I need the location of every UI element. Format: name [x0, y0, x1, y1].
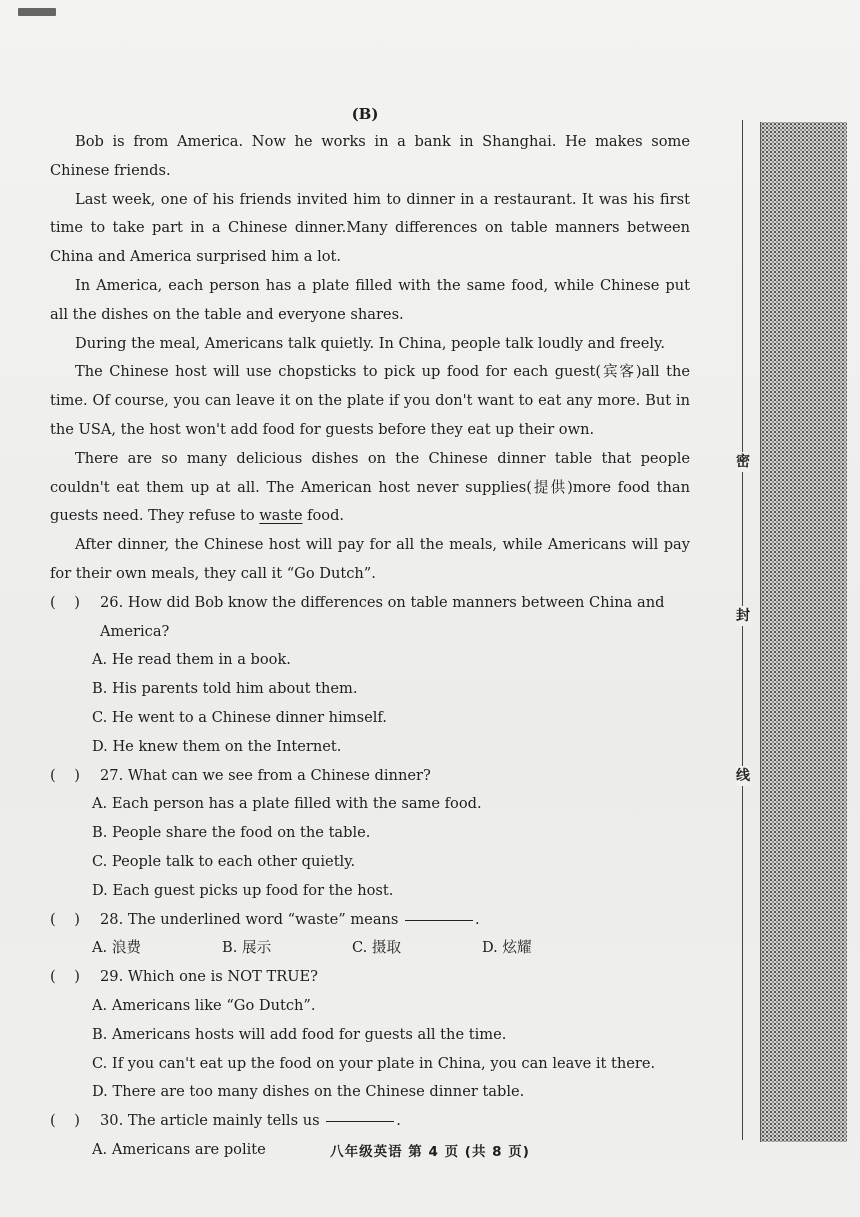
passage-paragraph-5: The Chinese host will use chopsticks to pick up food for each guest(宾客)all the time. Of course, you can leave it on the plate if you don't want to eat any more. But in the USA, the host won't add food for guests before they eat up their own.	[50, 363, 690, 438]
page-footer: 八年级英语 第 4 页 (共 8 页)	[330, 1144, 530, 1160]
underlined-word: waste	[259, 507, 303, 525]
option-b: B. His parents told him about them.	[92, 680, 358, 698]
question-28	[50, 906, 690, 964]
option-a: A. Americans like “Go Dutch”.	[92, 996, 316, 1014]
paragraph-6-text: There are so many delicious dishes on the Chinese dinner table that people couldn't eat them up at all. The American host never supplies(提供)more food than guests need. They refuse to	[50, 449, 690, 525]
option-d: D. He knew them on the Internet.	[92, 737, 342, 755]
answer-bracket[interactable]: ( )	[50, 1112, 80, 1130]
answer-bracket[interactable]: ( )	[50, 593, 80, 611]
binding-label-feng: 封	[736, 608, 750, 624]
binding-label-mi: 密	[736, 454, 750, 470]
binding-label-xian: 线	[736, 768, 750, 784]
question-stem: 26. How did Bob know the differences on table manners between China and America?	[100, 593, 665, 640]
option-b: B. 展示	[222, 939, 272, 957]
passage-paragraph-1: Bob is from America. Now he works in a bank in Shanghai. He makes some Chinese friends.	[50, 133, 690, 179]
question-27	[50, 762, 690, 906]
passage-paragraph-6	[50, 445, 690, 531]
passage-paragraph-4: During the meal, Americans talk quietly. In China, people talk loudly and freely.	[75, 334, 665, 352]
option-a: A. Each person has a plate filled with the same food.	[92, 795, 482, 813]
stem-end: .	[475, 910, 480, 928]
answer-blank[interactable]	[405, 906, 473, 921]
option-a: A. Americans are polite	[92, 1140, 266, 1158]
option-c: C. If you can't eat up the food on your plate in China, you can leave it there.	[92, 1054, 656, 1072]
option-d: D. 炫耀	[482, 939, 532, 957]
answer-bracket[interactable]: ( )	[50, 910, 80, 928]
option-a: A. 浪费	[92, 939, 142, 957]
passage-paragraph-7: After dinner, the Chinese host will pay for all the meals, while Americans will pay for their own meals, they call it “Go Dutch”.	[50, 536, 690, 582]
question-29	[50, 963, 690, 1107]
option-c: C. People talk to each other quietly.	[92, 852, 356, 870]
paragraph-6-tail: food.	[302, 507, 345, 525]
option-c: C. 摄取	[352, 939, 402, 957]
corner-mark	[18, 8, 56, 16]
question-stem: 28. The underlined word “waste” means	[100, 910, 399, 928]
answer-bracket[interactable]: ( )	[50, 968, 80, 986]
answer-blank[interactable]	[326, 1107, 394, 1122]
option-d: D. There are too many dishes on the Chinese dinner table.	[92, 1083, 525, 1101]
option-b: B. People share the food on the table.	[92, 824, 371, 842]
question-stem: 29. Which one is NOT TRUE?	[100, 968, 318, 986]
binding-line	[742, 120, 743, 1140]
option-b: B. Americans hosts will add food for guests all the time.	[92, 1025, 507, 1043]
option-c: C. He went to a Chinese dinner himself.	[92, 708, 387, 726]
question-stem: 27. What can we see from a Chinese dinner?	[100, 766, 431, 784]
question-26	[50, 589, 690, 762]
passage-paragraph-2: Last week, one of his friends invited him to dinner in a restaurant. It was his first time to take part in a Chinese dinner.Many differences on table manners between China and America surprised him a lot.	[50, 190, 690, 266]
passage-paragraph-3: In America, each person has a plate filled with the same food, while Chinese put all the dishes on the table and everyone shares.	[50, 276, 690, 323]
option-d: D. Each guest picks up food for the host.	[92, 881, 394, 899]
stem-end: .	[396, 1112, 401, 1130]
section-title: (B)	[351, 105, 379, 123]
binding-margin	[760, 122, 847, 1142]
option-a: A. He read them in a book.	[92, 651, 291, 669]
reading-section	[50, 100, 690, 1165]
answer-bracket[interactable]: ( )	[50, 766, 80, 784]
question-stem: 30. The article mainly tells us	[100, 1112, 320, 1130]
